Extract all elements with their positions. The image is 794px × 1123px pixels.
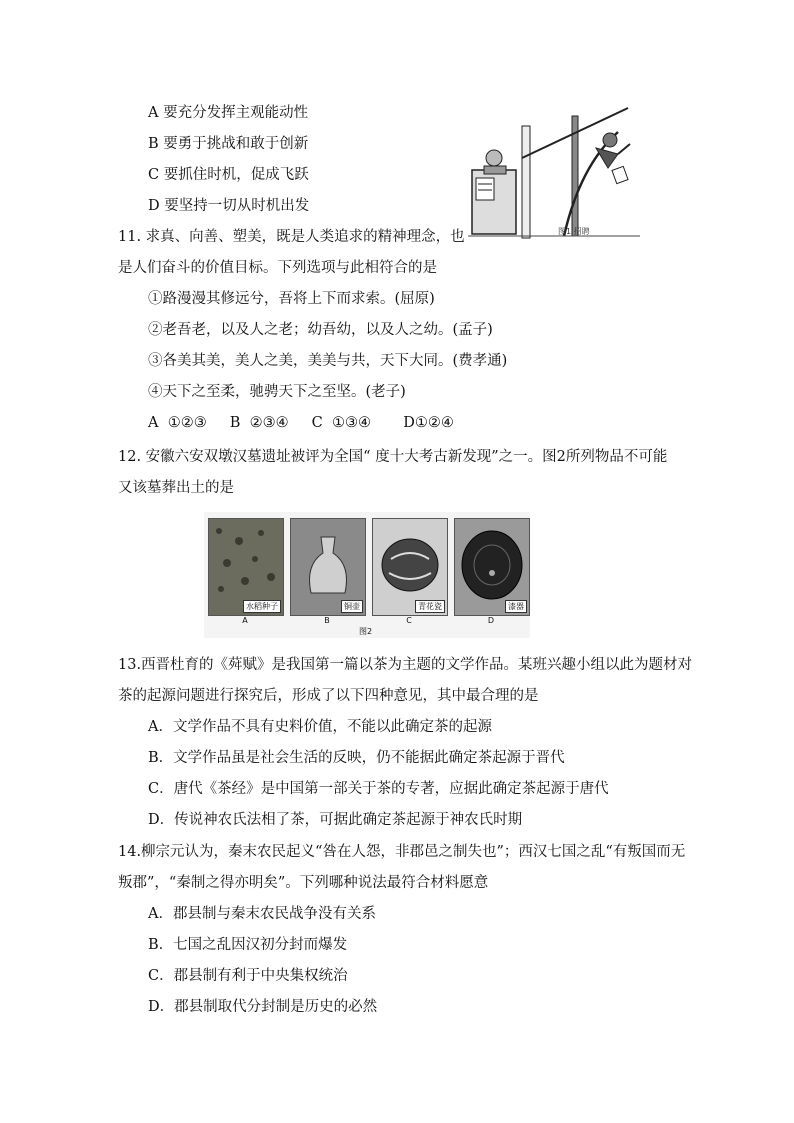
- q11-item-4: ④天下之至柔，驰骋天下之至坚。(老子): [148, 384, 406, 400]
- photo-tag-b: 铜壶: [341, 600, 363, 613]
- figure-1-caption: 图1 招聘: [558, 227, 590, 236]
- q14-option-d: D．郡县制取代分封制是历史的必然: [148, 999, 378, 1015]
- q10-option-c: C 要抓住时机，促成飞跃: [148, 167, 309, 183]
- q11-item-1: ①路漫漫其修远兮，吾将上下而求索。(屈原): [148, 291, 435, 307]
- q13-option-a: A．文学作品不具有史料价值，不能以此确定茶的起源: [148, 719, 492, 735]
- photo-tag-c: 青花瓷: [415, 600, 445, 613]
- photo-bronze-pot: [290, 518, 366, 616]
- q13-stem-line1: 13.西晋杜育的《荈赋》是我国第一篇以茶为主题的文学作品。某班兴趣小组以此为题材对: [118, 657, 693, 673]
- q10-option-d: D 要坚持一切从时机出发: [148, 198, 310, 214]
- photo-label-b: B: [324, 616, 330, 625]
- photo-tag-a: 水稻种子: [243, 600, 281, 613]
- q13-option-c: C．唐代《茶经》是中国第一部关于茶的专著，应据此确定茶起源于唐代: [148, 781, 609, 797]
- q14-option-c: C．郡县制有利于中央集权统治: [148, 968, 348, 984]
- q13-option-b: B．文学作品虽是社会生活的反映，仍不能据此确定茶起源于晋代: [148, 750, 565, 766]
- q14-option-a: A．郡县制与秦末农民战争没有关系: [148, 906, 376, 922]
- q10-option-b: B 要勇于挑战和敢于创新: [148, 136, 309, 152]
- photo-label-a: A: [242, 616, 248, 625]
- q11-stem-line1: 11. 求真、向善、塑美，既是人类追求的精神理念，也: [118, 229, 465, 245]
- q12-stem-line1: 12. 安徽六安双墩汉墓遗址被评为全国“ 度十大考古新发现”之一。图2所列物品不可能: [118, 449, 668, 465]
- figure-2-caption: 图2: [359, 627, 373, 636]
- q11-choices: A ①②③ B ②③④ C ①③④ D①②④: [148, 415, 454, 431]
- photo-blue-white-porcelain: [372, 518, 448, 616]
- q11-item-2: ②老吾老，以及人之老；幼吾幼，以及人之幼。(孟子): [148, 322, 493, 338]
- q14-option-b: B．七国之乱因汉初分封而爆发: [148, 937, 348, 953]
- photo-lacquerware: [454, 518, 530, 616]
- photo-rice-seeds: [208, 518, 284, 616]
- q13-stem-line2: 茶的起源问题进行探究后，形成了以下四种意见，其中最合理的是: [118, 688, 539, 704]
- q12-stem-line2: 又该墓葬出土的是: [118, 480, 234, 496]
- figure-1-cartoon: [468, 96, 640, 244]
- q14-stem-line2: 叛郡”，“秦制之得亦明矣”。下列哪种说法最符合材料愿意: [118, 875, 489, 891]
- q11-item-3: ③各美其美，美人之美，美美与共，天下大同。(费孝通): [148, 353, 508, 369]
- q14-stem-line1: 14.柳宗元认为，秦末农民起义“咎在人怨，非郡邑之制失也”；西汉七国之乱“有叛国而无: [118, 844, 686, 860]
- photo-label-c: C: [406, 616, 412, 625]
- photo-label-d: D: [487, 616, 495, 625]
- figure-2: [204, 512, 530, 638]
- q13-option-d: D．传说神农氏法相了茶，可据此确定茶起源于神农氏时期: [148, 812, 523, 828]
- q10-option-a: A 要充分发挥主观能动性: [148, 105, 309, 121]
- photo-tag-d: 漆器: [505, 600, 527, 613]
- q11-stem-line2: 是人们奋斗的价值目标。下列选项与此相符合的是: [118, 260, 437, 276]
